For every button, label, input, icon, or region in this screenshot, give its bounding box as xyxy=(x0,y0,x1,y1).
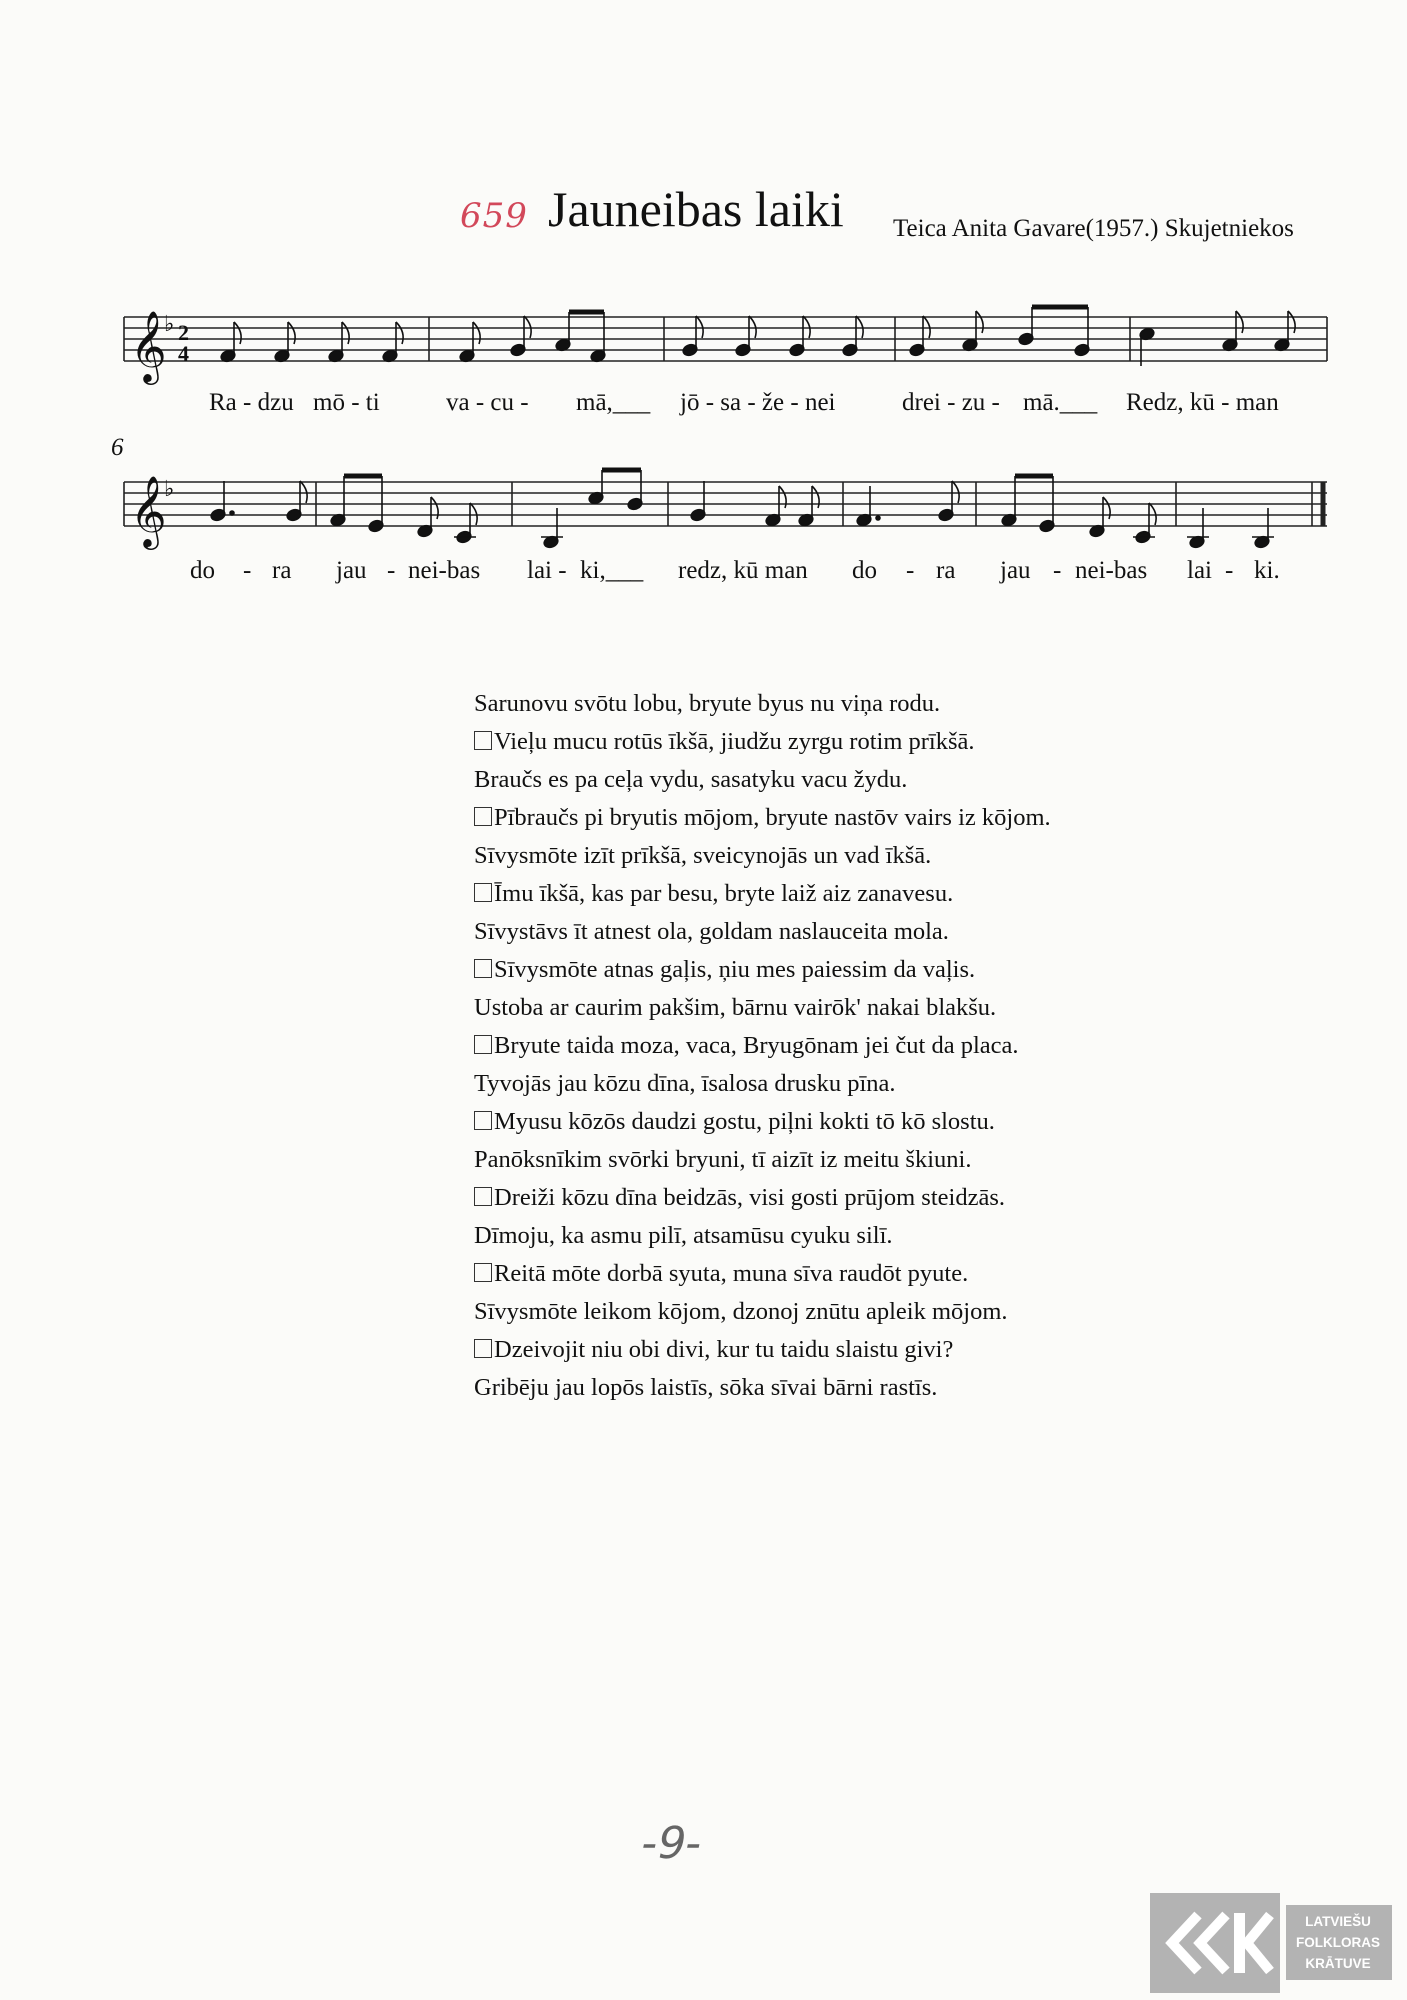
missing-glyph-icon xyxy=(474,1339,492,1358)
missing-glyph-icon xyxy=(474,731,492,750)
song-title: Jauneibas laiki xyxy=(548,181,844,237)
verse-line: Gribēju jau lopōs laistīs, sōka sīvai bārni rastīs. xyxy=(474,1374,938,1401)
verse-line: Pībraučs pi bryutis mōjom, bryute nastōv vairs iz kōjom. xyxy=(474,799,1051,837)
lyric-syllable: ra xyxy=(936,557,956,584)
lyric-syllable: nei-bas xyxy=(408,557,481,584)
treble-clef-icon: 𝄞 xyxy=(130,474,167,547)
lyric-syllable: do xyxy=(852,557,877,584)
archive-logo xyxy=(1150,1893,1400,1993)
lyric-syllable: - xyxy=(906,557,915,584)
lyric-syllable: va - cu - xyxy=(446,389,529,416)
lyric-syllable: - xyxy=(1053,557,1062,584)
lyric-syllable: - xyxy=(387,557,396,584)
lyric-syllable: jō - sa - že - nei xyxy=(680,389,836,416)
svg-text:2: 2 xyxy=(178,320,189,345)
verse-block xyxy=(474,685,1051,1407)
lyric-syllable: lai - xyxy=(527,557,567,584)
notes-system-1 xyxy=(220,307,1295,366)
verse-line: Myusu kōzōs daudzi gostu, piļni kokti tō kō slostu. xyxy=(474,1103,1051,1141)
verse-line: Reitā mōte dorbā syuta, muna sīva raudōt pyute. xyxy=(474,1255,1051,1293)
archive-logo-icon xyxy=(1150,1893,1280,1993)
lyric-syllable: jau xyxy=(1000,557,1031,584)
flat-icon: ♭ xyxy=(164,477,175,502)
lyric-syllable: ki. xyxy=(1254,557,1280,584)
svg-text:4: 4 xyxy=(178,341,189,366)
lyric-syllable: Redz, kū - man xyxy=(1126,389,1279,416)
folio-number: -9- xyxy=(636,1818,708,1869)
performer-info: Teica Anita Gavare(1957.) Skujetniekos xyxy=(893,215,1294,242)
lyric-syllable: mā,___ xyxy=(576,389,651,416)
verse-line: Sīvysmōte atnas gaļis, ņiu mes paiessim da vaļis. xyxy=(474,951,1051,989)
verse-line: Ustoba ar caurim pakšim, bārnu vairōk' nakai blakšu. xyxy=(474,994,997,1021)
verse-line: Dzeivojit niu obi divi, kur tu taidu slaistu givi? xyxy=(474,1331,1051,1369)
lyric-syllable: lai xyxy=(1187,557,1212,584)
missing-glyph-icon xyxy=(474,1263,492,1282)
archive-logo-text: LATVIEŠU FOLKLORAS KRĀTUVE xyxy=(1286,1905,1392,1980)
lyric-syllable: nei-bas xyxy=(1075,557,1148,584)
lyric-syllable: ki,___ xyxy=(580,557,644,584)
missing-glyph-icon xyxy=(474,1187,492,1206)
missing-glyph-icon xyxy=(474,1111,492,1130)
lyric-syllable: mō - ti xyxy=(313,389,380,416)
lyric-syllable: redz, kū man xyxy=(678,557,808,584)
verse-line: Sīvystāvs īt atnest ola, goldam naslauceita mola. xyxy=(474,918,949,945)
verse-line: Sīvysmōte izīt prīkšā, sveicynojās un vad īkšā. xyxy=(474,842,932,869)
music-score xyxy=(0,0,1407,620)
treble-clef-icon: 𝄞 xyxy=(130,309,167,382)
verse-line: Vieļu mucu rotūs īkšā, jiudžu zyrgu rotim prīkšā. xyxy=(474,723,1051,761)
missing-glyph-icon xyxy=(474,883,492,902)
lyric-syllable: - xyxy=(243,557,252,584)
verse-line: Dīmoju, ka asmu pilī, atsamūsu cyuku silī. xyxy=(474,1222,893,1249)
flat-icon: ♭ xyxy=(164,312,175,337)
lyric-syllable: do xyxy=(190,557,215,584)
lyric-syllable: - xyxy=(1225,557,1234,584)
verse-line: Sarunovu svōtu lobu, bryute byus nu viņa rodu. xyxy=(474,690,941,717)
verse-line: Tyvojās jau kōzu dīna, īsalosa drusku pīna. xyxy=(474,1070,896,1097)
staff-lines-2 xyxy=(124,482,1327,526)
missing-glyph-icon xyxy=(474,1035,492,1054)
lyric-syllable: Ra - dzu xyxy=(209,389,294,416)
system-number: 6 xyxy=(111,434,124,461)
missing-glyph-icon xyxy=(474,807,492,826)
verse-line: Īmu īkšā, kas par besu, bryte laiž aiz zanavesu. xyxy=(474,875,1051,913)
verse-line: Braučs es pa ceļa vydu, sasatyku vacu žydu. xyxy=(474,766,908,793)
verse-line: Dreiži kōzu dīna beidzās, visi gosti prūjom steidzās. xyxy=(474,1179,1051,1217)
verse-line: Sīvysmōte leikom kōjom, dzonoj znūtu apleik mōjom. xyxy=(474,1298,1008,1325)
lyric-syllable: mā.___ xyxy=(1023,389,1098,416)
page-number-red: 659 xyxy=(460,196,528,236)
missing-glyph-icon xyxy=(474,959,492,978)
verse-line: Bryute taida moza, vaca, Bryugōnam jei čut da placa. xyxy=(474,1027,1051,1065)
lyric-syllable: drei - zu - xyxy=(902,389,1000,416)
lyric-syllable: ra xyxy=(272,557,292,584)
verse-line: Panōksnīkim svōrki bryuni, tī aizīt iz meitu škiuni. xyxy=(474,1146,972,1173)
lyric-syllable: jau xyxy=(336,557,367,584)
